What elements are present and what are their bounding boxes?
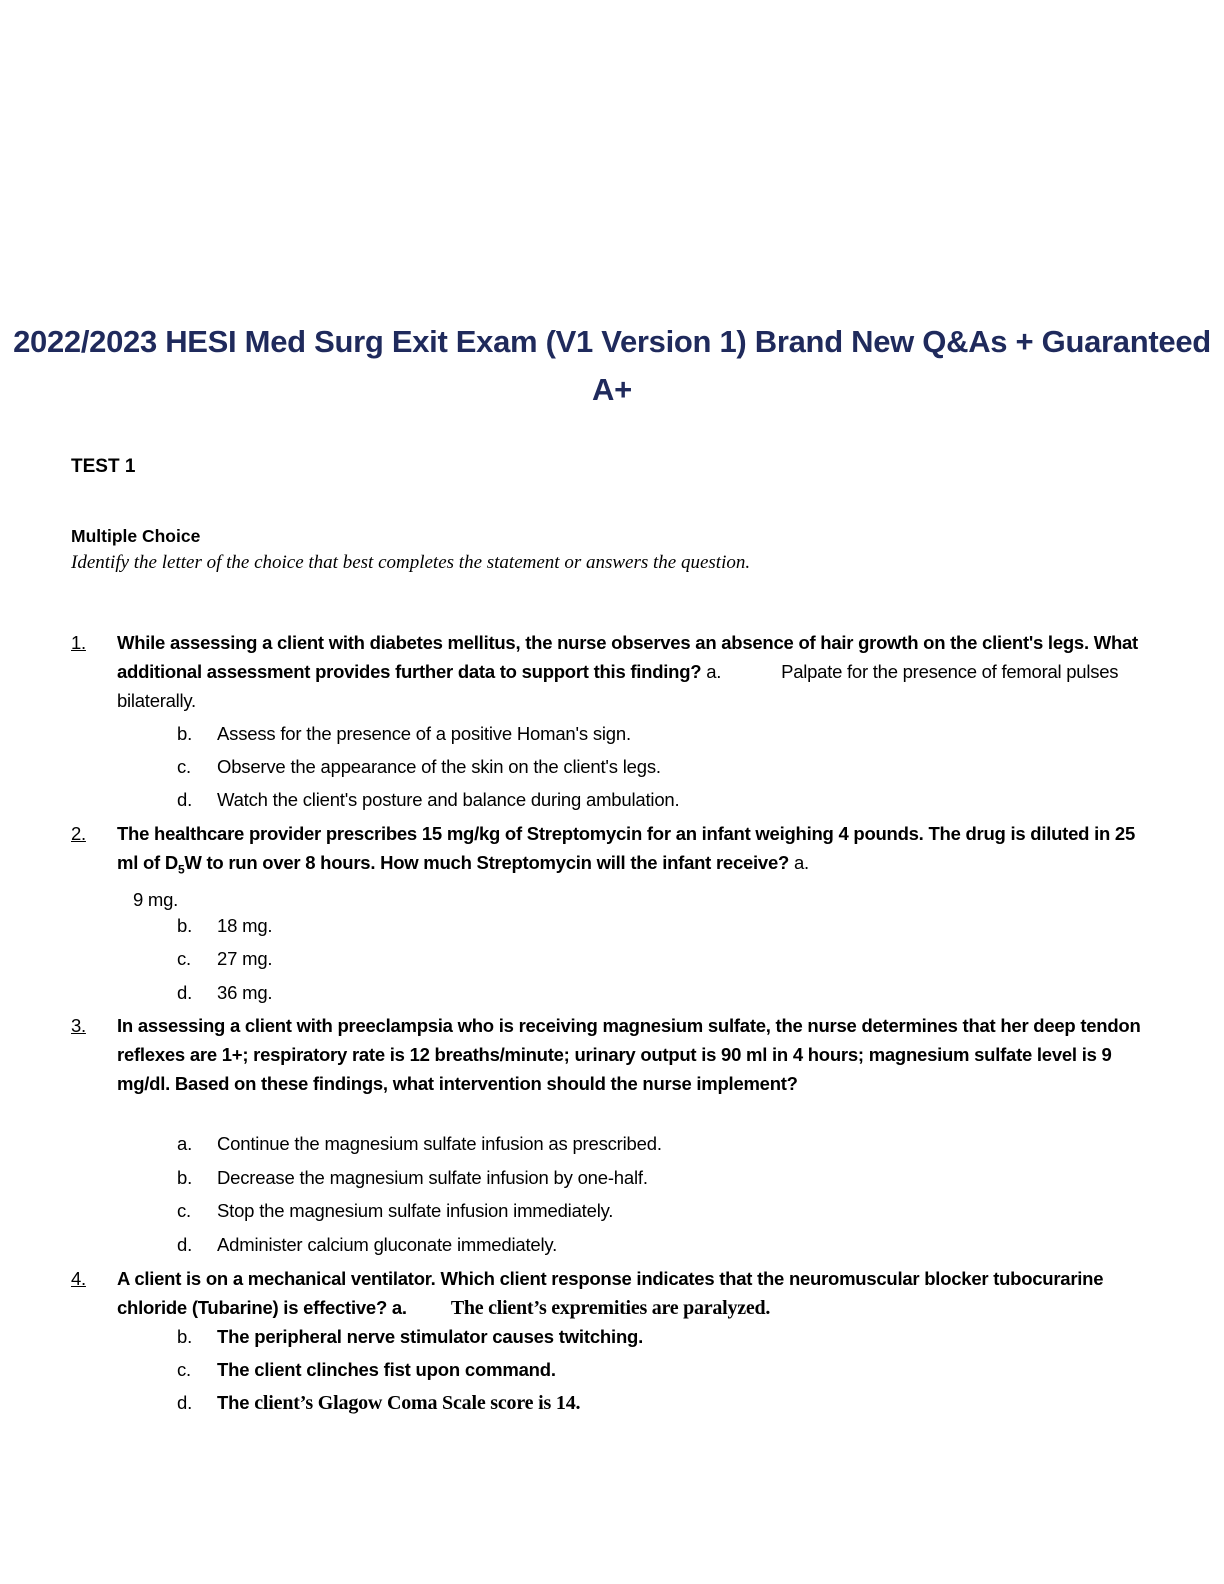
choice-label: a. xyxy=(793,852,809,873)
section-heading: TEST 1 xyxy=(71,456,136,477)
choice-label: a. xyxy=(177,1133,193,1154)
choice-text: The client’s expremities are paralyzed. xyxy=(450,1297,771,1319)
choice-text: client’s Glagow Coma Scale score is 14. xyxy=(254,1392,581,1414)
choice-text: Decrease the magnesium sulfate infusion by one-half. xyxy=(217,1167,648,1188)
choice-label: a. xyxy=(391,1297,407,1318)
choice-text: The xyxy=(217,1392,250,1413)
choice-label: c. xyxy=(177,756,191,777)
choice-text: Assess for the presence of a positive Homan's sign. xyxy=(217,723,631,744)
choice xyxy=(177,1129,662,1158)
choice-text: Palpate for the presence of femoral pulses bilaterally. xyxy=(117,661,1119,711)
choice-label: a. xyxy=(706,661,722,682)
choice xyxy=(177,1388,580,1418)
choice-label: b. xyxy=(177,915,193,936)
choice-label: b. xyxy=(177,1326,193,1347)
choice-label: c. xyxy=(177,948,191,969)
choice-text: Stop the magnesium sulfate infusion immediately. xyxy=(217,1200,614,1221)
question-text: The healthcare provider prescribes 15 mg/kg of Streptomycin for an infant weighing 4 pounds. The drug is diluted in 25 ml of $D_5W$ to run over 8 hours. How much Streptomycin will the infant receive? xyxy=(117,823,1135,877)
choice-text: 36 mg. xyxy=(217,982,273,1003)
question-text: In assessing a client with preeclampsia who is receiving magnesium sulfate, the nurse determines that her deep tendon reflexes are 1+; respiratory rate is 12 breaths/minute; urinary output is 90 ml in 4 hours; magnesium sulfate level is 9 mg/dl. Based on these findings, what intervention should the nurse implement? xyxy=(117,1015,1141,1094)
choice xyxy=(177,752,661,781)
question-text: A client is on a mechanical ventilator. Which client response indicates that the neuromuscular blocker tubocurarine chloride (Tubarine) is effective? xyxy=(117,1268,1104,1318)
question-2 xyxy=(71,819,1151,914)
question-text: While assessing a client with diabetes mellitus, the nurse observes an absence of hair growth on the client's legs. What additional assessment provides further data to support this finding? xyxy=(117,632,1138,682)
document-title: 2022/2023 HESI Med Surg Exit Exam (V1 Version 1) Brand New Q&As + Guaranteed A+ xyxy=(13,324,1211,407)
subsection-heading: Multiple Choice xyxy=(71,526,201,546)
question-3 xyxy=(71,1011,1151,1098)
question-number: 1. xyxy=(71,632,86,653)
choice-label: c. xyxy=(177,1200,191,1221)
choice-text: 18 mg. xyxy=(217,915,273,936)
choice xyxy=(177,1163,648,1192)
choice-label: b. xyxy=(177,723,193,744)
choice-label: c. xyxy=(177,1359,191,1380)
choice xyxy=(177,719,631,748)
question-number: 2. xyxy=(71,823,86,844)
choice-text: 9 mg. xyxy=(133,888,179,910)
choice-text: Watch the client's posture and balance during ambulation. xyxy=(217,789,680,810)
choice-label: d. xyxy=(177,1234,193,1255)
question-4 xyxy=(71,1264,1151,1323)
choice xyxy=(177,1196,613,1225)
instructions: Identify the letter of the choice that best completes the statement or answers the question. xyxy=(71,552,751,573)
choice-text: Continue the magnesium sulfate infusion as prescribed. xyxy=(217,1133,662,1154)
choice-label: d. xyxy=(177,1392,193,1413)
choice-label: d. xyxy=(177,982,193,1003)
choice-text: The client clinches fist upon command. xyxy=(217,1359,556,1380)
choice-text: The peripheral nerve stimulator causes twitching. xyxy=(217,1326,644,1347)
choice-text: 27 mg. xyxy=(217,948,273,969)
choice-label: b. xyxy=(177,1167,193,1188)
choice xyxy=(177,785,679,814)
choice-text: Administer calcium gluconate immediately. xyxy=(217,1234,558,1255)
choice xyxy=(177,1355,556,1384)
choice xyxy=(177,944,272,973)
question-number: 4. xyxy=(71,1268,86,1289)
choice xyxy=(177,978,272,1007)
choice xyxy=(177,1322,643,1351)
question-1 xyxy=(71,628,1151,715)
choice-label: d. xyxy=(177,789,193,810)
choice xyxy=(177,1230,557,1259)
question-number: 3. xyxy=(71,1015,86,1036)
choice xyxy=(177,911,272,940)
choice-text: Observe the appearance of the skin on the client's legs. xyxy=(217,756,661,777)
